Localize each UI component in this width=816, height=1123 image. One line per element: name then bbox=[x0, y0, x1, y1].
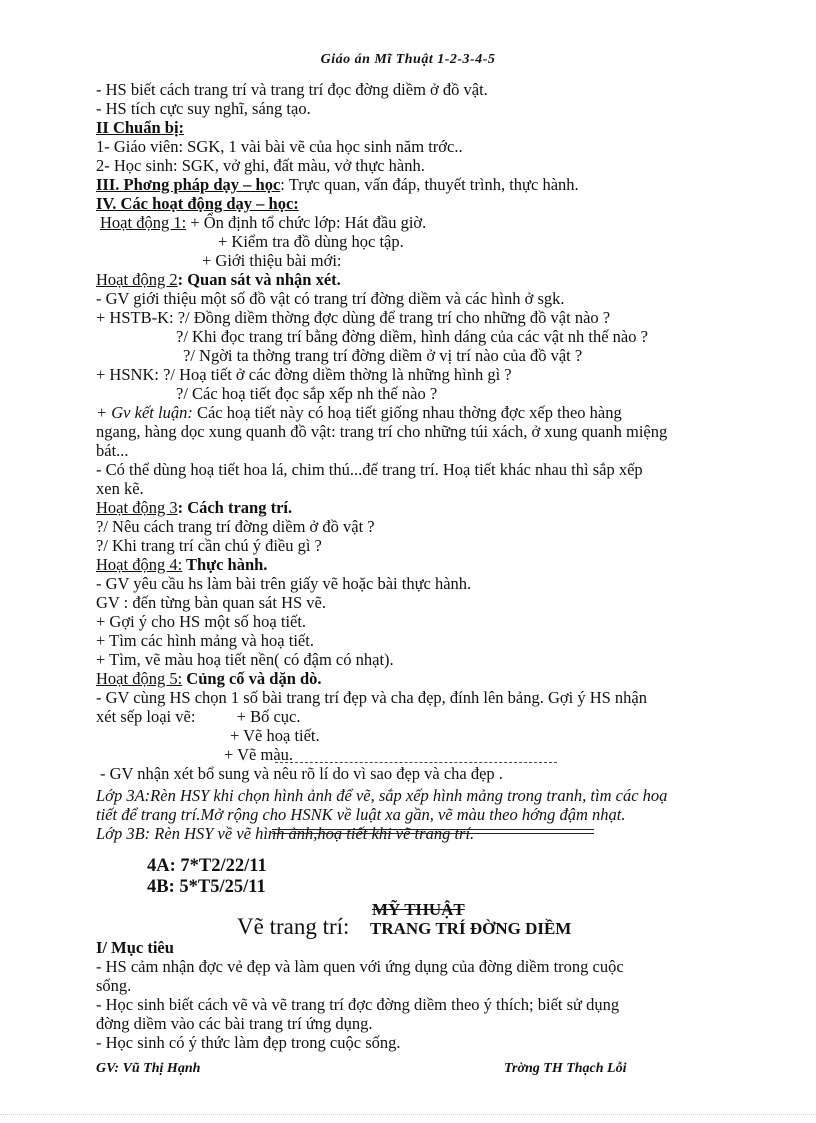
activity-1-item: + Kiểm tra đồ dùng học tập. bbox=[218, 232, 404, 251]
text-line: ?/ Nêu cách trang trí đờng diềm ở đồ vật ? bbox=[96, 517, 375, 536]
text-line: - Có thể dùng hoạ tiết hoa lá, chim thú...để trang trí. Hoạ tiết khác nhau thì sắp xếp bbox=[96, 460, 643, 479]
text-line: - HS biết cách trang trí và trang trí đọc đờng diềm ở đồ vật. bbox=[96, 80, 488, 99]
text-line: GV : đến từng bàn quan sát HS vẽ. bbox=[96, 593, 326, 612]
activity-4 bbox=[96, 555, 267, 574]
activity-1 bbox=[100, 213, 426, 232]
note-line: Lớp 3A:Rèn HSY khi chọn hình ảnh để vẽ, sắp xếp hình mảng trong tranh, tìm các hoạ bbox=[96, 786, 668, 805]
text-line: + HSTB-K: ?/ Đồng diềm thờng đợc dùng để trang trí cho những đồ vật nào ? bbox=[96, 308, 611, 327]
subject-title: MỸ THUẬT bbox=[372, 900, 465, 919]
text-line: + Vẽ hoạ tiết. bbox=[230, 726, 320, 745]
text-line: - GV giới thiệu một số đồ vật có trang trí đờng diềm và các hình ở sgk. bbox=[96, 289, 565, 308]
section-title-activities: IV. Các hoạt động dạy – học: bbox=[96, 194, 299, 213]
text-line: ?/ Khi trang trí cần chú ý điều gì ? bbox=[96, 536, 322, 555]
note-line: Lớp 3B: Rèn HSY về vẽ hình ảnh,hoạ tiết khi vẽ trang trí. bbox=[96, 824, 475, 843]
text-line: ngang, hàng dọc xung quanh đồ vật: trang trí cho những túi xách, ở xung quanh miệng bbox=[96, 422, 668, 441]
activity-2-label: Hoạt động 2 bbox=[96, 270, 178, 289]
note-line: tiết để trang trí.Mở rộng cho HSNK về luật xa gần, vẽ màu theo hớng đậm nhạt. bbox=[96, 805, 626, 824]
methods-text: : Trực quan, vấn đáp, thuyết trình, thực hành. bbox=[280, 175, 579, 194]
activity-3-label: Hoạt động 3 bbox=[96, 498, 178, 517]
dashed-divider bbox=[275, 762, 557, 763]
activity-3 bbox=[96, 498, 292, 517]
text-line: + Tìm, vẽ màu hoạ tiết nền( có đậm có nhạt). bbox=[96, 650, 394, 669]
schedule-4a: 4A: 7*T2/22/11 bbox=[147, 856, 267, 876]
activity-5-title: Củng cố và dặn dò. bbox=[182, 669, 322, 688]
lesson-title: TRANG TRÍ ĐỜNG DIỀM bbox=[370, 919, 572, 938]
footer-school: Trờng TH Thạch Lỗi bbox=[504, 1061, 627, 1076]
text-line: - Học sinh biết cách vẽ và vẽ trang trí đợc đờng diềm theo ý thích; biết sử dụng bbox=[96, 995, 620, 1014]
activity-1-item: + Giới thiệu bài mới: bbox=[202, 251, 342, 270]
text-line: ?/ Ngời ta thờng trang trí đờng diềm ở vị trí nào của đồ vật ? bbox=[183, 346, 583, 365]
schedule-4b: 4B: 5*T5/25/11 bbox=[147, 877, 266, 897]
text-line: xen kẽ. bbox=[96, 479, 144, 498]
text-line: ?/ Các hoạ tiết đọc sắp xếp nh thế nào ? bbox=[176, 384, 438, 403]
conclusion-text: Các hoạ tiết này có hoạ tiết giống nhau thờng đợc xếp theo hàng bbox=[192, 403, 622, 422]
lesson-type: Vẽ trang trí: bbox=[237, 914, 350, 939]
page-header: Giáo án Mĩ Thuật 1-2-3-4-5 bbox=[320, 52, 496, 67]
activity-5-label: Hoạt động 5: bbox=[96, 669, 183, 688]
activity-1-label: Hoạt động 1: bbox=[100, 213, 187, 232]
activity-2-title: : Quan sát và nhận xét. bbox=[177, 270, 341, 289]
conclusion bbox=[96, 403, 622, 422]
activity-4-title: Thực hành. bbox=[182, 555, 268, 574]
text-line: 2- Học sinh: SGK, vở ghi, đất màu, vở thực hành. bbox=[96, 156, 425, 175]
activity-4-label: Hoạt động 4: bbox=[96, 555, 183, 574]
text-line: - GV nhận xét bổ sung và nêu rõ lí do vì sao đẹp và cha đẹp . bbox=[100, 764, 503, 783]
text-line: - GV yêu cầu hs làm bài trên giấy vẽ hoặc bài thực hành. bbox=[96, 574, 472, 593]
text-line: sống. bbox=[96, 976, 132, 995]
conclusion-label: + Gv kết luận: bbox=[96, 403, 193, 422]
text-line: xét sếp loại vẽ: + Bố cục. bbox=[96, 707, 301, 726]
section-methods bbox=[96, 175, 579, 194]
text-line: - HS tích cực suy nghĩ, sáng tạo. bbox=[96, 99, 311, 118]
text-line: bát... bbox=[96, 441, 129, 460]
double-divider bbox=[272, 829, 594, 834]
objectives-title: I/ Mục tiêu bbox=[96, 938, 174, 957]
activity-1-item: + Ổn định tổ chức lớp: Hát đầu giờ. bbox=[186, 213, 427, 232]
text-line: + Tìm các hình mảng và hoạ tiết. bbox=[96, 631, 314, 650]
page-edge bbox=[0, 1114, 816, 1115]
section-title-preparation: II Chuẩn bị: bbox=[96, 118, 185, 137]
text-line: + Gợi ý cho HS một số hoạ tiết. bbox=[96, 612, 307, 631]
text-line: ?/ Khi đọc trang trí bằng đờng diềm, hình dáng của các vật nh thế nào ? bbox=[176, 327, 648, 346]
text-line: - Học sinh có ý thức làm đẹp trong cuộc sống. bbox=[96, 1033, 401, 1052]
activity-5 bbox=[96, 669, 322, 688]
activity-3-title: : Cách trang trí. bbox=[177, 498, 293, 517]
section-title-methods: III. Phơng pháp dạy – học bbox=[96, 175, 281, 194]
text-line: + HSNK: ?/ Hoạ tiết ở các đờng diềm thờng là những hình gì ? bbox=[96, 365, 512, 384]
text-line: - GV cùng HS chọn 1 số bài trang trí đẹp và cha đẹp, đính lên bảng. Gợi ý HS nhận bbox=[96, 688, 647, 707]
text-line: - HS cảm nhận đợc vẻ đẹp và làm quen với ứng dụng của đờng diềm trong cuộc bbox=[96, 957, 624, 976]
text-line: đờng diềm vào các bài trang trí ứng dụng. bbox=[96, 1014, 373, 1033]
footer-teacher: GV: Vũ Thị Hạnh bbox=[96, 1061, 201, 1076]
text-line: 1- Giáo viên: SGK, 1 vài bài vẽ của học sinh năm trớc.. bbox=[96, 137, 463, 156]
text-line: + Vẽ màu. bbox=[224, 745, 294, 764]
activity-2 bbox=[96, 270, 341, 289]
